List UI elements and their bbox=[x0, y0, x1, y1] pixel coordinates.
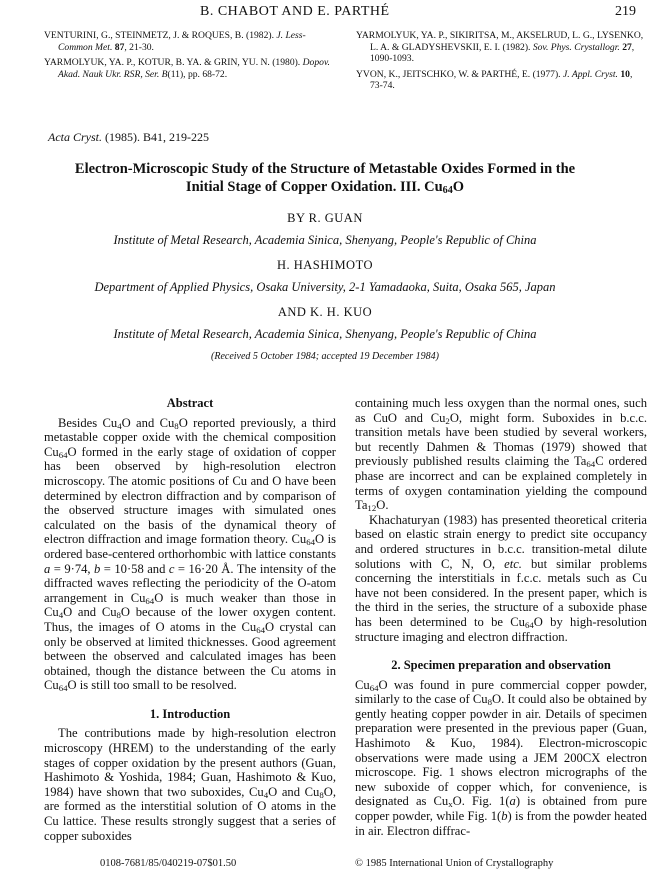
specimen-paragraph: $Cu_{64}O$ was found in pure commercial copper powder, similarly to the case of $Cu_8O$. It could also be obtained by gently heating copper powder in air. Details of specimen preparation were presented in the previous paper (Guan, Hashimoto & Kuo, 1984). Electron-microscopic observations were made using a JEM 200CX electron microscope. Fig. 1 shows electron micrographs of the new suboxide of copper which, for convenience, is designated as $Cu_xO$. Fig. 1(a) is obtained from pure copper powder, while Fig. 1(b) is from the powder heated in air. Electron diffrac- bbox=[355, 677, 647, 838]
received-date: (Received 5 October 1984; accepted 19 December 1984) bbox=[211, 351, 439, 362]
running-header bbox=[0, 4, 650, 26]
introduction-paragraph-continued: containing much less oxygen than the normal ones, such as CuO and $Cu_2O$, might form. Suboxides in b.c.c. transition metals have been studied by several workers, but recently Dahmen & Thomas (1979) showed that previously published results claiming the $Ta_{64}C$ ordered phase are incorrect and can be explained completely in terms of oxygen contamination yielding the compound $Ta_{12}O$. bbox=[355, 396, 647, 514]
left-column bbox=[44, 396, 336, 843]
running-title: B. CHABOT AND E. PARTHÉ bbox=[200, 4, 390, 19]
author-kuo: AND K. H. KUO bbox=[277, 305, 373, 319]
introduction-paragraph: The contributions made by high-resolution electron microscopy (HREM) to the understanding of the early stages of copper oxidation by the present authors (Guan, Hashimoto & Yoshida, 1984; Guan, Hashimoto & Kuo, 1984) have shown that two suboxides, $Cu_4O$ and $Cu_8O$, are formed as the interstitial solution of O atoms in the Cu lattice. These results strongly suggest that a series of copper suboxides bbox=[44, 726, 336, 843]
journal-reference: Acta Cryst. (1985). B41, 219-225 bbox=[48, 130, 209, 144]
footer-code: 0108-7681/85/040219-07$01.50 bbox=[100, 858, 237, 869]
right-column bbox=[355, 396, 647, 838]
reference-item: YVON, K., JEITSCHKO, W. & PARTHÉ, E. (1977). J. Appl. Cryst. 10, 73-74. bbox=[356, 68, 633, 91]
affiliation-1: Institute of Metal Research, Academia Sinica, Shenyang, People's Republic of China bbox=[113, 233, 537, 247]
reference-item: YARMOLYUK, YA. P., KOTUR, B. YA. & GRIN, YU. N. (1980). Dopov. Akad. Nauk Ukr. RSR, Ser. B(11), pp. 68-72. bbox=[44, 57, 330, 80]
specimen-heading: 2. Specimen preparation and observation bbox=[391, 658, 611, 673]
references-right bbox=[356, 30, 646, 92]
abstract-paragraph: Besides $Cu_4O$ and $Cu_8O$ reported previously, a third metastable copper oxide with the chemical composition $Cu_{64}O$ formed in the early stage of oxidation of copper has been observed by high-resolution electron microscopy. The atomic positions of Cu and O have been determined by electron diffraction and by comparison of the observed structure images with simulated ones calculated on the basis of the dynamical theory of electron diffraction and image formation theory. $Cu_{64}O$ is ordered base-centered orthorhombic with lattice constants a = 9·74, b = 10·58 and c = 16·20 Å. The intensity of the diffracted waves reflecting the periodicity of the O-atom arrangement in $Cu_{64}O$ is much weaker than those in $Cu_4O$ and $Cu_8O$ because of the lower oxygen content. Thus, the images of O atoms in the $Cu_{64}O$ crystal can only be observed at limited thicknesses. Good agreement between the observed and calculated images has been obtained, though the distance between the Cu atoms in $Cu_{64}O$ is still too small to be resolved. bbox=[44, 415, 337, 694]
introduction-paragraph-2: Khachaturyan (1983) has presented theoretical criteria based on elastic strain energy to predict site occupancy and ordered structures in b.c.c. transition-metal dilute solutions with C, N, O, etc. but similar problems concerning the interstitials in f.c.c. metals such as Cu have not been considered. In the present paper, which is the third in the series, the structure of a suboxide phase has been determined to be $Cu_{64}O$ by high-resolution structure imaging and electron diffraction. bbox=[355, 512, 647, 644]
article-title: Electron-Microscopic Study of the Structure of Metastable Oxides Formed in the Initial Stage of Copper Oxidation. III. $Cu_{64}O$ bbox=[74, 161, 576, 196]
references-left bbox=[44, 30, 336, 80]
affiliation-2: Department of Applied Physics, Osaka University, 2-1 Yamadaoka, Suita, Osaka 565, Japan bbox=[94, 280, 556, 294]
author-hashimoto: H. HASHIMOTO bbox=[276, 258, 374, 272]
page-number: 219 bbox=[615, 4, 636, 19]
abstract-heading: Abstract bbox=[166, 396, 214, 410]
reference-item: YARMOLYUK, YA. P., SIKIRITSA, M., AKSELRUD, L. G., LYSENKO, L. A. & GLADYSHEVSKII, E. I. (1982). Sov. Phys. Crystallogr. 27, 1090-1093. bbox=[356, 30, 644, 64]
introduction-heading: 1. Introduction bbox=[149, 706, 231, 721]
reference-item: VENTURINI, G., STEINMETZ, J. & ROQUES, B. (1982). J. Less-Common Met. 87, 21-30. bbox=[44, 30, 306, 53]
footer-copyright: © 1985 International Union of Crystallography bbox=[355, 858, 554, 869]
author-guan: BY R. GUAN bbox=[287, 211, 363, 225]
affiliation-3: Institute of Metal Research, Academia Sinica, Shenyang, People's Republic of China bbox=[113, 327, 537, 341]
